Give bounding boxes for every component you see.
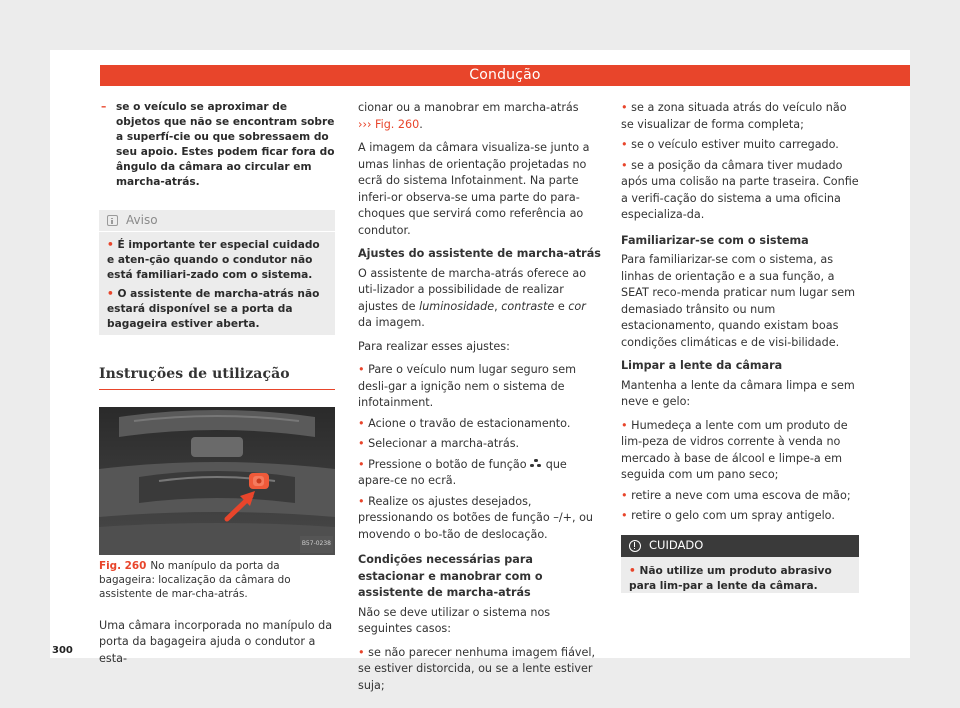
bullet-item: • se o veículo estiver muito carregado.	[621, 138, 839, 151]
caution-box	[621, 535, 859, 593]
bullet-item: • Realize os ajustes desejados, pressionando os botões de função –/+, ou movendo o bo-tão de deslocação.	[358, 494, 594, 541]
dash-list-item	[99, 100, 335, 190]
figure-cross-reference[interactable]: ››› Fig. 260	[358, 117, 420, 131]
chapter-header: Condução	[100, 65, 910, 86]
caution-header	[621, 535, 859, 557]
tailgate-handle-figure	[99, 407, 335, 555]
info-icon	[107, 215, 118, 226]
manual-page	[50, 50, 910, 692]
body-paragraph: A imagem da câmara visualiza-se junto a umas linhas de orientação projetadas no ecrã do sistema Infotainment. Na parte inferi-or observa-se uma parte do para-choques que servirá como referência ao condutor.	[358, 141, 590, 237]
figure-caption-text: No manípulo da porta da bagageira: localização da câmara do assistente de mar-cha-atrás.	[99, 559, 291, 600]
notice-bullet: • É importante ter especial cuidado e aten-ção quando o condutor não está familiari-zado com o sistema.	[107, 239, 320, 281]
bullet-item: • Pressione o botão de função que apare-ce no ecrã.	[358, 457, 567, 487]
column-middle	[358, 100, 602, 698]
bullet-item: • retire o gelo com um spray antigelo.	[621, 509, 835, 522]
bullet-item: • Selecionar a marcha-atrás.	[358, 437, 520, 450]
body-paragraph: Não se deve utilizar o sistema nos seguintes casos:	[358, 605, 551, 635]
caution-bullet: • Não utilize um produto abrasivo para lim-par a lente da câmara.	[629, 564, 832, 592]
bullet-item: • retire a neve com uma escova de mão;	[621, 488, 851, 502]
camera-settings-icon	[530, 459, 542, 469]
dash-marker: –	[101, 101, 107, 113]
body-paragraph: Para familiarizar-se com o sistema, as linhas de orientação e a sua função, a SEAT reco-menda praticar num lugar sem demasiado trânsito ou num estacionamento, quando existam boas condições climáticas e de visi-bilidade.	[621, 253, 855, 349]
section-title: Instruções de utilização	[99, 366, 335, 390]
bullet-item: • Pare o veículo num lugar seguro sem desli-gar a ignição nem o sistema de infotainment.	[358, 363, 577, 409]
subheading: Ajustes do assistente de marcha-atrás	[358, 247, 601, 260]
body-paragraph: Uma câmara incorporada no manípulo da porta da bagageira ajuda o condutor a esta-	[99, 618, 333, 665]
body-paragraph: Para realizar esses ajustes:	[358, 339, 510, 353]
page-number: 300	[52, 645, 73, 656]
bullet-item: • Humedeça a lente com um produto de lim-peza de vidros corrente à venda no mercado à base de álcool e limpe-a em seguida com um pano seco;	[621, 418, 848, 481]
column-left	[99, 100, 335, 674]
notice-box	[99, 210, 335, 335]
body-paragraph: O assistente de marcha-atrás oferece ao uti-lizador a possibilidade de realizar ajustes de luminosidade, contraste e cor da imagem.	[358, 266, 587, 329]
subheading: Condições necessárias para estacionar e manobrar com o assistente de marcha-atrás	[358, 553, 543, 599]
subheading: Familiarizar-se com o sistema	[621, 233, 809, 247]
notice-bullet: • O assistente de marcha-atrás não estará disponível se a porta da bagageira estiver aberta.	[107, 288, 320, 330]
caution-title: CUIDADO	[649, 538, 704, 553]
intro-paragraph: cionar ou a manobrar em marcha-atrás ››› Fig. 260.	[358, 101, 579, 131]
bullet-item: • Acione o travão de estacionamento.	[358, 416, 571, 430]
figure-caption	[99, 559, 335, 601]
warning-icon	[629, 540, 641, 552]
bullet-item: • se a zona situada atrás do veículo não se visualizar de forma completa;	[621, 101, 847, 131]
figure-code: B57-0238	[300, 536, 333, 553]
bullet-item: • se não parecer nenhuma imagem fiável, se estiver distorcida, ou se a lente estiver suja;	[358, 645, 596, 692]
dash-item-text: se o veículo se aproximar de objetos que não se encontram sobre a superfí-cie ou que sobressaem do seu apoio. Estes podem ficar fora do ângulo da câmara ao circular em marcha-atrás.	[116, 101, 335, 188]
bullet-item: • se a posição da câmara tiver mudado após uma colisão na parte traseira. Confie a verifi-cação do sistema a uma oficina especializa-da.	[621, 158, 859, 221]
column-right	[621, 100, 859, 593]
subheading: Limpar a lente da câmara	[621, 359, 783, 372]
figure-number: Fig. 260	[99, 559, 147, 572]
notice-title: Aviso	[126, 213, 158, 228]
tailgate-camera-illustration	[99, 407, 335, 555]
notice-header	[99, 210, 335, 232]
body-paragraph: Mantenha a lente da câmara limpa e sem neve e gelo:	[621, 378, 855, 408]
